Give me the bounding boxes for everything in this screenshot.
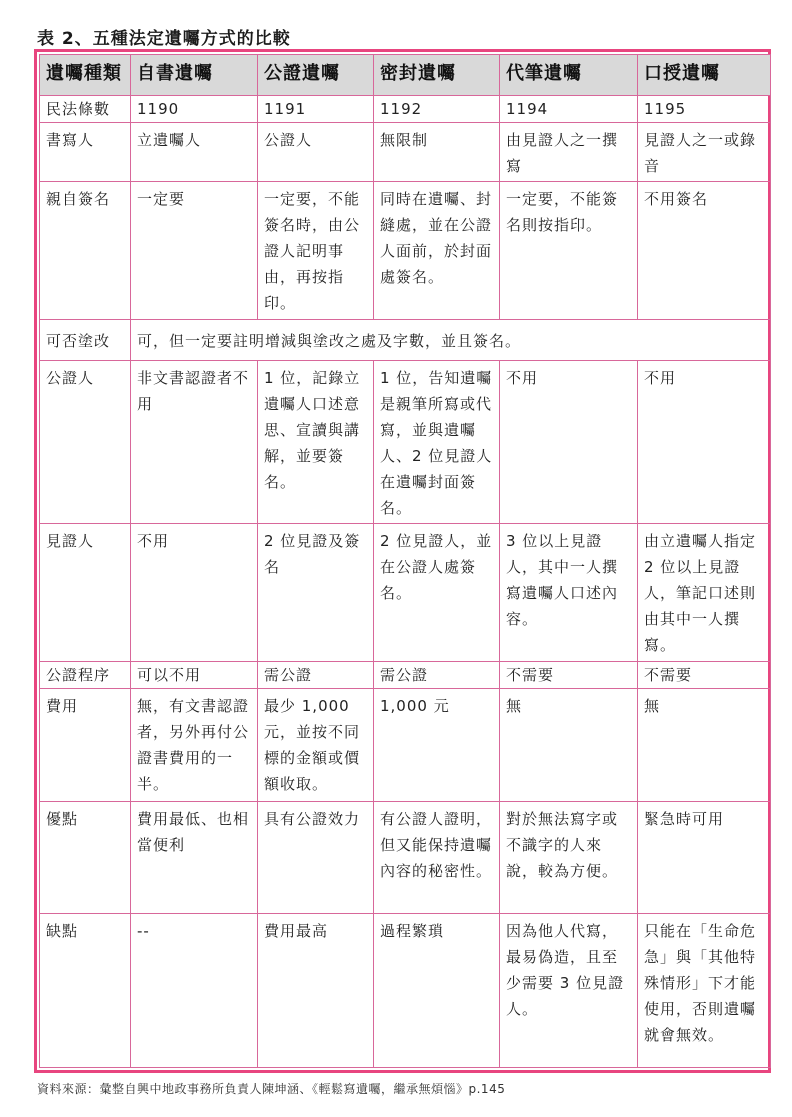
table-cell: 只能在「生命危急」與「其他特殊情形」下才能使用，否則遺囑就會無效。 [638,914,771,1068]
table-cell: 一定要 [131,182,258,320]
table-cell: 由見證人之一撰寫 [500,123,638,182]
table-row [40,123,771,182]
table-cell: -- [131,914,258,1068]
table-cell: 一定要，不能簽名則按指印。 [500,182,638,320]
table-cell: 1 位，告知遺囑是親筆所寫或代寫，並與遺囑人、2 位見證人在遺囑封面簽名。 [374,361,500,524]
table-row [40,320,771,361]
header-will-type: 遺囑種類 [40,55,131,96]
table-cell: 1195 [638,96,771,123]
table-cell: 無，有文書認證者，另外再付公證書費用的一半。 [131,689,258,802]
table-cell: 不需要 [638,662,771,689]
table-row [40,182,771,320]
table-cell: 不用 [500,361,638,524]
row-label: 民法條數 [40,96,131,123]
table-cell: 無 [500,689,638,802]
table-cell: 過程繁瑣 [374,914,500,1068]
table-cell: 因為他人代寫，最易偽造，且至少需要 3 位見證人。 [500,914,638,1068]
table-row [40,361,771,524]
row-label: 公證程序 [40,662,131,689]
table-cell: 同時在遺囑、封縫處，並在公證人面前，於封面處簽名。 [374,182,500,320]
table-cell: 費用最高 [258,914,374,1068]
row-label: 可否塗改 [40,320,131,361]
header-sealed: 密封遺囑 [374,55,500,96]
table-row [40,96,771,123]
table-cell: 3 位以上見證人，其中一人撰寫遺囑人口述內容。 [500,524,638,662]
source-note: 資料來源：彙整自興中地政事務所負責人陳坤涵、《輕鬆寫遺囑，繼承無煩惱》p.145 [37,1082,506,1096]
table-cell: 不需要 [500,662,638,689]
table-cell: 費用最低、也相當便利 [131,802,258,914]
header-notarized: 公證遺囑 [258,55,374,96]
table-cell: 最少 1,000 元，並按不同標的金額或價額收取。 [258,689,374,802]
row-label: 親自簽名 [40,182,131,320]
table-cell: 不用 [638,361,771,524]
row-label: 公證人 [40,361,131,524]
table-cell: 不用 [131,524,258,662]
header-row [40,55,771,96]
table-row [40,524,771,662]
will-comparison-table [39,54,771,1068]
header-holographic: 自書遺囑 [131,55,258,96]
row-label: 缺點 [40,914,131,1068]
table-row [40,914,771,1068]
table-caption: 表 2、五種法定遺囑方式的比較 [37,29,291,49]
table-row [40,662,771,689]
table-cell: 需公證 [374,662,500,689]
table-cell: 對於無法寫字或不識字的人來說，較為方便。 [500,802,638,914]
table-cell: 公證人 [258,123,374,182]
table-cell: 1194 [500,96,638,123]
row-label: 見證人 [40,524,131,662]
table-cell: 1 位，記錄立遺囑人口述意思、宣讀與講解，並要簽名。 [258,361,374,524]
table-cell: 需公證 [258,662,374,689]
merged-cell: 可，但一定要註明增減與塗改之處及字數，並且簽名。 [131,320,771,361]
table-row [40,689,771,802]
table-cell: 立遺囑人 [131,123,258,182]
header-oral: 口授遺囑 [638,55,771,96]
header-dictated: 代筆遺囑 [500,55,638,96]
table-row [40,802,771,914]
table-cell: 無限制 [374,123,500,182]
table-cell: 見證人之一或錄音 [638,123,771,182]
comparison-table-frame [34,49,771,1073]
table-cell: 由立遺囑人指定 2 位以上見證人，筆記口述則由其中一人撰寫。 [638,524,771,662]
table-cell: 非文書認證者不用 [131,361,258,524]
table-cell: 一定要，不能簽名時，由公證人記明事由，再按指印。 [258,182,374,320]
table-cell: 無 [638,689,771,802]
table-cell: 1191 [258,96,374,123]
table-cell: 有公證人證明，但又能保持遺囑內容的秘密性。 [374,802,500,914]
table-cell: 具有公證效力 [258,802,374,914]
row-label: 書寫人 [40,123,131,182]
table-cell: 1,000 元 [374,689,500,802]
row-label: 費用 [40,689,131,802]
table-cell: 不用簽名 [638,182,771,320]
table-cell: 2 位見證人，並在公證人處簽名。 [374,524,500,662]
table-cell: 可以不用 [131,662,258,689]
table-cell: 1190 [131,96,258,123]
row-label: 優點 [40,802,131,914]
table-cell: 2 位見證及簽名 [258,524,374,662]
table-cell: 緊急時可用 [638,802,771,914]
table-cell: 1192 [374,96,500,123]
